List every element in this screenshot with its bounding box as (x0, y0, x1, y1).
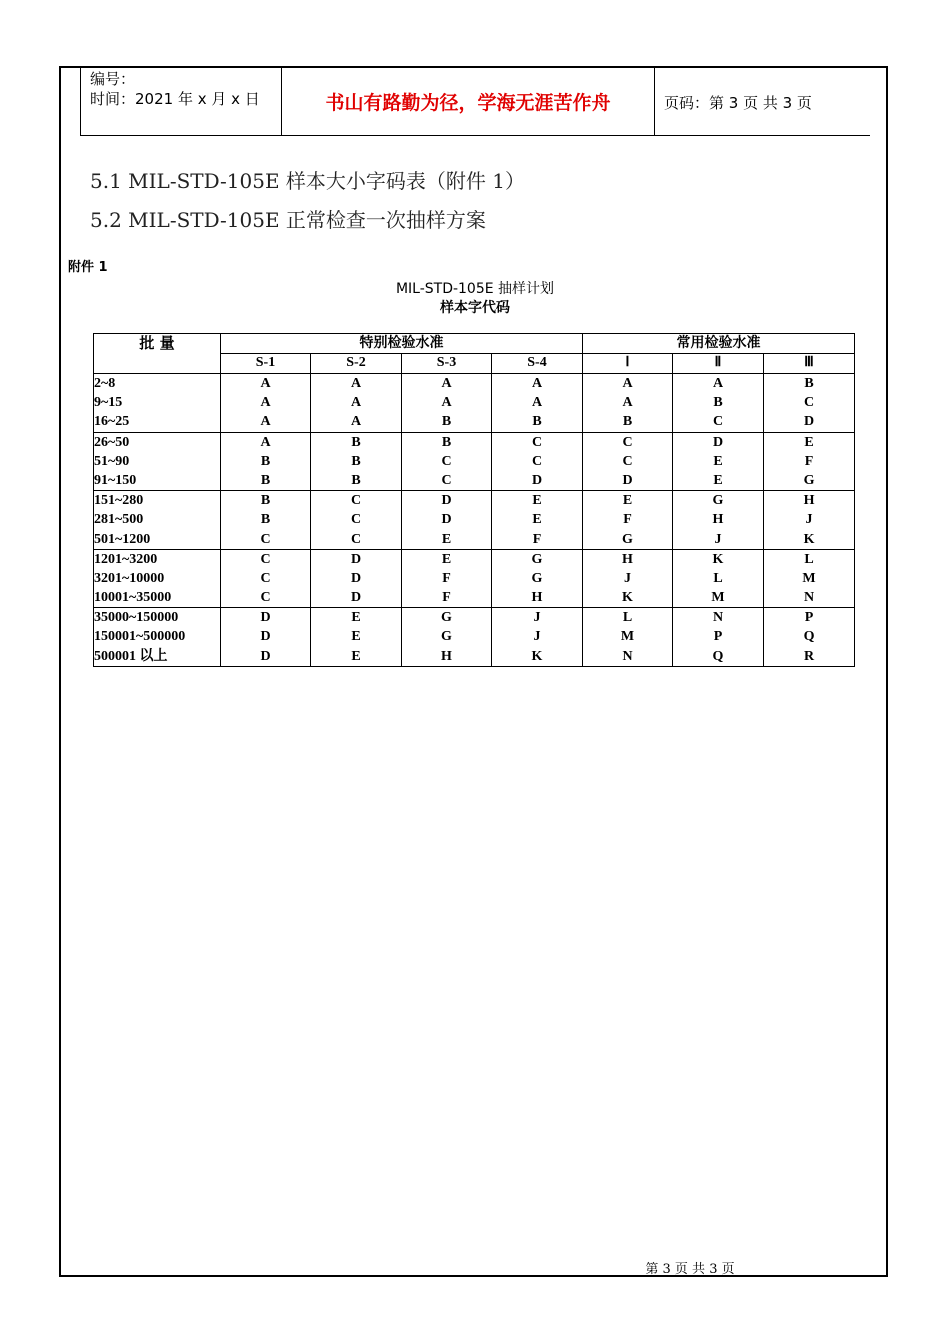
sample-code-letter: J (624, 570, 631, 586)
code-cell (583, 432, 673, 491)
table-row-group (94, 374, 855, 433)
code-cell (402, 491, 492, 550)
code-cell (764, 608, 855, 667)
table-row-group (94, 491, 855, 550)
lot-size-range: 151~280 (94, 493, 144, 509)
sample-code-letter: F (804, 453, 814, 469)
table-row-group (94, 608, 855, 667)
sample-code-letter: E (713, 472, 723, 488)
sample-code-letter: A (712, 376, 724, 391)
code-cell (583, 608, 673, 667)
header-bottom-rule (80, 135, 870, 136)
table-title: MIL-STD-105E 抽样计划 (395, 281, 555, 297)
document-date-label: 时间：2021 年 x 月 x 日 (90, 90, 260, 108)
sample-code-letter: D (712, 434, 724, 450)
code-cell (673, 491, 764, 550)
sample-code-letter: K (803, 531, 815, 547)
sample-code-letter: F (442, 590, 451, 606)
column-header: S-3 (402, 354, 492, 374)
sample-code-letter: R (803, 648, 815, 664)
code-cell (673, 549, 764, 608)
sample-code-letter: C (531, 453, 543, 469)
sample-code-letter: M (620, 629, 635, 645)
sample-code-letter: D (350, 551, 362, 567)
lot-size-cell (94, 374, 221, 433)
sample-code-letter: C (712, 414, 724, 430)
sample-code-letter: K (622, 590, 633, 606)
sample-code-letter: A (260, 434, 271, 450)
code-cell (311, 374, 402, 433)
sample-code-letter: E (532, 493, 542, 509)
sample-code-letter: C (622, 434, 633, 450)
code-cell (764, 432, 855, 491)
sample-code-letter: N (712, 610, 724, 626)
lot-size-range: 26~50 (94, 434, 130, 450)
code-cell (221, 491, 311, 550)
lot-size-range: 500001 以上 (94, 648, 168, 664)
sample-code-letter: H (803, 493, 815, 509)
sample-code-letter: L (804, 551, 814, 567)
sample-code-letter: D (803, 414, 815, 430)
sample-code-letter: G (441, 629, 452, 645)
sample-code-letter: E (351, 648, 361, 664)
sample-code-letter: Q (712, 648, 724, 664)
code-cell (221, 432, 311, 491)
sample-code-letter: J (533, 629, 541, 645)
code-cell (583, 549, 673, 608)
sample-code-letter: C (260, 590, 271, 606)
general-level-header: 常用检验水准 (583, 334, 855, 354)
sample-code-letter: A (441, 376, 452, 391)
sample-code-letter: A (350, 376, 362, 391)
sample-code-letter: L (713, 570, 723, 586)
sample-code-letter: J (714, 531, 722, 547)
lot-size-range: 51~90 (94, 453, 130, 469)
lot-size-range: 9~15 (94, 395, 123, 411)
code-cell (583, 374, 673, 433)
page-footer: 第 3 页 共 3 页 (645, 1262, 735, 1277)
lot-size-cell (94, 432, 221, 491)
sample-code-letter: B (441, 434, 452, 450)
sample-code-letter: D (622, 472, 633, 488)
sample-code-letter: F (442, 570, 451, 586)
sample-code-letter: B (351, 472, 361, 488)
code-cell (673, 374, 764, 433)
column-header: S-2 (311, 354, 402, 374)
code-cell (492, 549, 583, 608)
column-header: S-1 (221, 354, 311, 374)
code-cell (221, 549, 311, 608)
code-cell (221, 608, 311, 667)
sample-code-letter: C (350, 493, 362, 509)
special-level-header: 特别检验水准 (221, 334, 583, 354)
sample-code-letter: E (351, 629, 361, 645)
code-cell (311, 608, 402, 667)
column-header: S-4 (492, 354, 583, 374)
sample-code-letter: D (260, 610, 271, 626)
header-divider (80, 68, 81, 136)
sample-code-letter: J (533, 610, 541, 626)
sample-code-letter: H (712, 512, 724, 528)
sample-code-letter: D (260, 629, 271, 645)
header-motto: 书山有路勤为径，学海无涯苦作舟 (325, 92, 611, 114)
sample-code-letter: E (713, 453, 723, 469)
lot-size-range: 35000~150000 (94, 610, 179, 626)
code-cell (311, 432, 402, 491)
attachment-label: 附件 1 (68, 260, 108, 275)
sample-code-letter: D (441, 493, 452, 509)
lot-size-range: 3201~10000 (94, 570, 165, 586)
sample-code-letter: G (622, 531, 633, 547)
sample-code-letter: N (622, 648, 633, 664)
page-frame (59, 66, 888, 1277)
header-divider (654, 68, 655, 136)
code-cell (311, 491, 402, 550)
code-cell (402, 374, 492, 433)
sample-code-letter: B (260, 493, 271, 509)
sample-code-letter: B (260, 453, 271, 469)
sample-code-letter: E (532, 512, 542, 528)
sample-code-letter: N (803, 590, 815, 606)
sample-code-letter: A (350, 395, 362, 411)
sample-code-letter: H (622, 551, 633, 567)
sample-code-letter: G (441, 610, 452, 626)
sample-code-letter: D (260, 648, 271, 664)
sample-code-letter: H (531, 590, 543, 606)
code-cell (492, 374, 583, 433)
sample-code-letter: J (805, 512, 813, 528)
code-cell (402, 608, 492, 667)
sample-code-letter: A (441, 395, 452, 411)
code-cell (492, 608, 583, 667)
section-5-1: 5.1 MIL-STD-105E 样本大小字码表（附件 1） (90, 169, 525, 193)
lot-size-cell (94, 608, 221, 667)
sample-code-letter: G (531, 570, 543, 586)
sample-code-letter: C (531, 434, 543, 450)
lot-size-range: 16~25 (94, 414, 130, 430)
sample-code-letter: E (804, 434, 814, 450)
sample-code-letter: A (260, 414, 271, 430)
sample-code-letter: A (260, 376, 271, 391)
sample-code-letter: C (350, 512, 362, 528)
sample-code-letter: F (532, 531, 542, 547)
sample-code-letter: G (803, 472, 815, 488)
sample-code-letter: G (712, 493, 724, 509)
lot-size-header: 批 量 (94, 334, 221, 374)
sample-code-letter: D (350, 570, 362, 586)
sample-code-letter: B (804, 376, 814, 391)
sample-code-letter: A (260, 395, 271, 411)
column-header: Ⅲ (764, 354, 855, 374)
lot-size-range: 2~8 (94, 376, 116, 391)
column-header: Ⅰ (583, 354, 673, 374)
sample-code-letter: P (804, 610, 814, 626)
lot-size-range: 281~500 (94, 512, 144, 528)
sample-code-letter: H (441, 648, 452, 664)
table-subtitle: 样本字代码 (440, 300, 510, 316)
sample-code-letter: E (441, 551, 452, 567)
sample-code-letter: C (441, 472, 452, 488)
sample-code-letter: E (441, 531, 452, 547)
sample-code-letter: K (531, 648, 543, 664)
code-cell (492, 491, 583, 550)
lot-size-range: 91~150 (94, 472, 137, 488)
sample-code-letter: G (531, 551, 543, 567)
sample-code-letter: B (351, 434, 361, 450)
code-cell (673, 608, 764, 667)
sample-code-letter: C (803, 395, 815, 411)
sample-code-letter: A (622, 376, 633, 391)
lot-size-range: 1201~3200 (94, 551, 158, 567)
sample-code-letter: Q (803, 629, 815, 645)
sample-code-letter: E (622, 493, 633, 509)
sample-code-letter: B (260, 512, 271, 528)
lot-size-range: 501~1200 (94, 531, 151, 547)
sample-code-letter: B (713, 395, 723, 411)
sample-code-letter: B (441, 414, 452, 430)
code-cell (764, 374, 855, 433)
sample-code-letter: C (260, 551, 271, 567)
sample-code-letter: C (622, 453, 633, 469)
sample-code-letter: D (531, 472, 543, 488)
sample-code-letter: C (441, 453, 452, 469)
code-cell (673, 432, 764, 491)
sample-code-table (93, 333, 855, 667)
code-cell (402, 432, 492, 491)
sample-code-letter: P (713, 629, 723, 645)
table-row-group (94, 432, 855, 491)
sample-code-letter: L (622, 610, 633, 626)
code-cell (764, 549, 855, 608)
sample-code-letter: K (712, 551, 724, 567)
section-5-2: 5.2 MIL-STD-105E 正常检查一次抽样方案 (90, 208, 486, 232)
sample-code-letter: B (532, 414, 542, 430)
code-cell (583, 491, 673, 550)
sample-code-letter: B (622, 414, 633, 430)
sample-code-letter: B (260, 472, 271, 488)
lot-size-range: 150001~500000 (94, 629, 186, 645)
code-cell (764, 491, 855, 550)
sample-code-letter: C (260, 570, 271, 586)
lot-size-cell (94, 549, 221, 608)
sample-code-letter: C (260, 531, 271, 547)
sample-code-letter: M (802, 570, 816, 586)
sample-code-letter: D (350, 590, 362, 606)
sample-code-letter: E (351, 610, 361, 626)
sample-code-letter: A (531, 395, 543, 411)
sample-code-letter: B (351, 453, 361, 469)
code-cell (492, 432, 583, 491)
sample-code-letter: D (441, 512, 452, 528)
code-cell (221, 374, 311, 433)
document-code-label: 编号： (90, 70, 136, 88)
sample-code-letter: F (623, 512, 632, 528)
sample-code-letter: C (350, 531, 362, 547)
table-row-group (94, 549, 855, 608)
sample-code-letter: A (350, 414, 362, 430)
lot-size-cell (94, 491, 221, 550)
sample-code-letter: A (531, 376, 543, 391)
header-page-label: 页码：第 3 页 共 3 页 (664, 94, 812, 112)
code-cell (311, 549, 402, 608)
sample-code-letter: A (622, 395, 633, 411)
lot-size-range: 10001~35000 (94, 590, 172, 606)
column-header: Ⅱ (673, 354, 764, 374)
code-cell (402, 549, 492, 608)
sample-code-letter: M (711, 590, 725, 606)
